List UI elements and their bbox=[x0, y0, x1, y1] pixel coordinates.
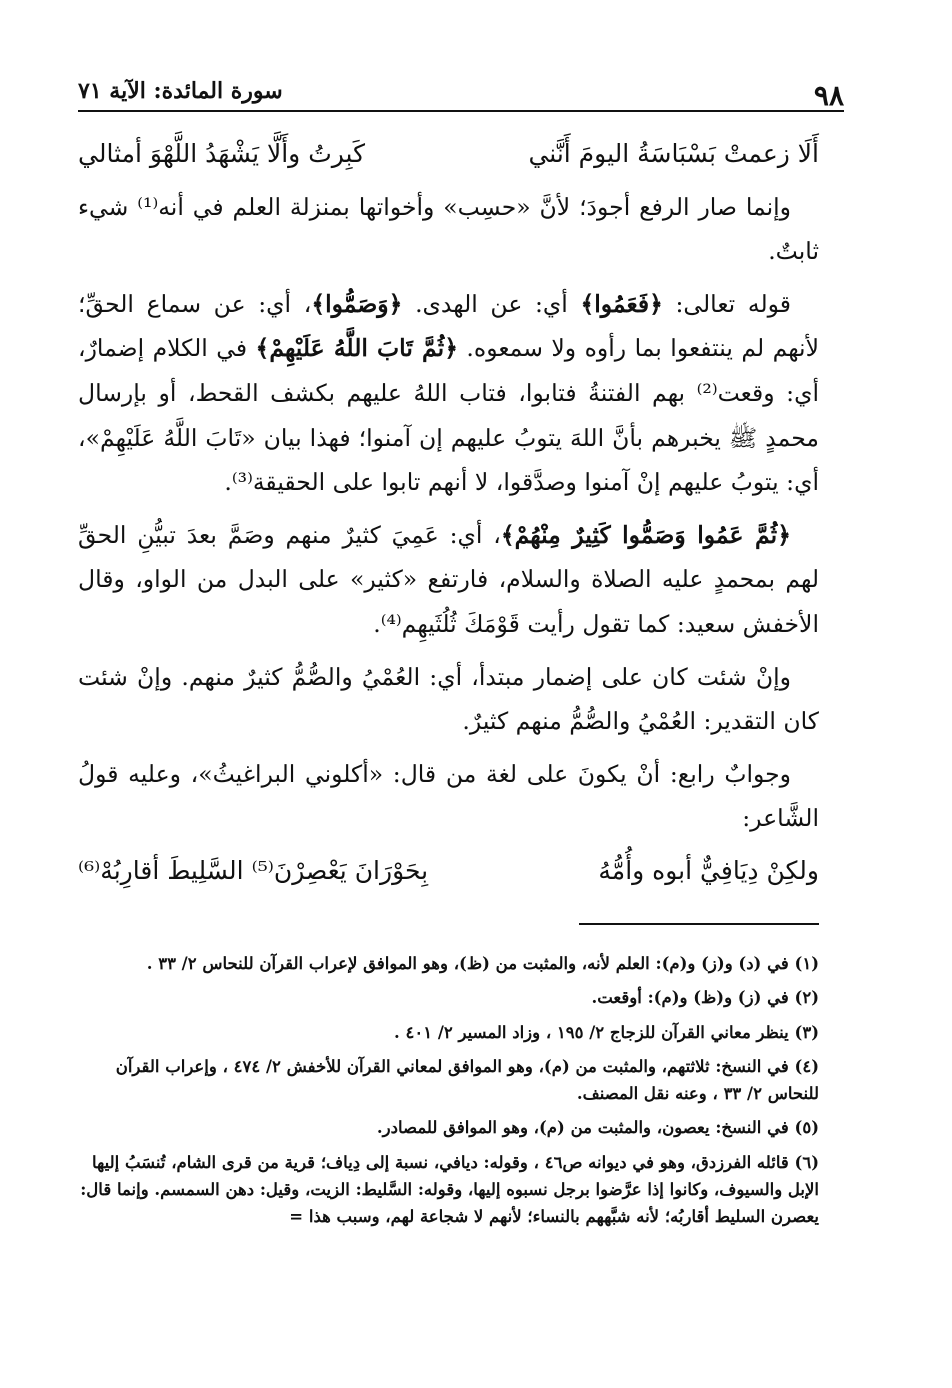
footnote-3: (٣) ينظر معاني القرآن للزجاج ٢/ ١٩٥ ، وزاد المسير ٢/ ٤٠١ . bbox=[394, 1022, 819, 1042]
quran-quote-1: ﴿فَعَمُوا﴾ bbox=[580, 289, 663, 318]
verse-2-first-hemistich: ولكِنْ دِيَافِيٌّ أبوه وأُمُّهُ bbox=[598, 855, 819, 885]
footnote-5: (٥) في النسخ: يعصون، والمثبت من (م)، وهو الموافق للمصادر. bbox=[376, 1118, 819, 1138]
quran-quote-3: ﴿ثُمَّ تَابَ اللَّهُ عَلَيْهِمْ﴾ bbox=[255, 334, 458, 363]
paragraph-2-text-4: في الكلام إضمارٌ، أي: وقعت⁽²⁾ بهم الفتنةُ فتابوا، فتاب اللهُ عليهم بكشف القحط، أو بإرسال محمدٍ ﷺ يخبرهم بأنَّ اللهَ يتوبُ عليهم إن آمنوا؛ فهذا بيان «تَابَ اللَّهُ عَلَيْهِمْ»، أي: يتوبُ عليهم إنْ آمنوا وصدَّقوا، لا أنهم تابوا على الحقيقة⁽³⁾. bbox=[78, 334, 819, 497]
main-text bbox=[78, 132, 819, 902]
paragraph-1: وإنما صار الرفع أجودَ؛ لأنَّ «حسِب» وأخواتها بمنزلة العلم في أنه⁽¹⁾ شيء ثابتٌ. bbox=[78, 192, 819, 266]
page-header bbox=[78, 70, 844, 112]
paragraph-3-text-1: ، أي: عَمِيَ كثيرٌ منهم وصَمَّ بعدَ تبيُّنِ الحقِّ لهم بمحمدٍ عليه الصلاة والسلام، فارتفع «كثير» على البدل من الواو، وقال الأخفش سعيد: كما تقول رأيت قَوْمَكَ ثُلُثَيهِم⁽⁴⁾. bbox=[78, 520, 819, 638]
running-title: سورة المائدة: الآية ٧١ bbox=[78, 78, 283, 104]
paragraph-4: وإنْ شئت كان على إضمار مبتدأ، أي: العُمْيُ والصُّمُّ كثيرٌ منهم. وإنْ شئت كان التقدير: العُمْيُ والصُّمُّ منهم كثيرٌ. bbox=[78, 662, 819, 736]
footnote-separator bbox=[579, 923, 819, 925]
page-number: ٩٨ bbox=[813, 79, 844, 112]
paragraph-5: وجوابٌ رابع: أنْ يكونَ على لغة من قال: «أكلوني البراغيثُ»، وعليه قولُ الشَّاعر: bbox=[78, 759, 819, 833]
verse-1-first-hemistich: أَلَا زعمتْ بَسْبَاسَةُ اليومَ أَنَّني bbox=[528, 139, 819, 168]
footnote-2: (٢) في (ز) و(ظ) و(م): أوقعت. bbox=[591, 988, 819, 1008]
paragraph-3 bbox=[78, 513, 819, 647]
paragraph-2-text-3: ، أي: عن سماع الحقِّ؛ لأنهم لم ينتفعوا بما رأوه ولا سمعوه. bbox=[78, 289, 819, 363]
quran-quote-2: ﴿وَصَمُّوا﴾ bbox=[311, 289, 403, 318]
footnote-4: (٤) في النسخ: ثلاثتهم، والمثبت من (م)، وهو الموافق لمعاني القرآن للأخفش ٢/ ٤٧٤ ، وإعراب القرآن للنحاس ٢/ ٣٣ ، وعنه نقل المصنف. bbox=[115, 1056, 819, 1104]
footnotes bbox=[78, 950, 819, 1238]
paragraph-2-text-1: قوله تعالى: bbox=[662, 289, 791, 318]
poetry-verse-2 bbox=[78, 849, 819, 894]
verse-2-second-hemistich: بِحَوْرَانَ يَعْصِرْنَ⁽⁵⁾ السَّلِيطَ أقارِبُهْ⁽⁶⁾ bbox=[78, 855, 429, 885]
footnote-1: (١) في (د) و(ز) و(م): العلم لأنه، والمثبت من (ظ)، وهو الموافق لإعراب القرآن للنحاس ٢/ ٣٣ . bbox=[146, 954, 819, 973]
paragraph-2-text-2: أي: عن الهدى. bbox=[402, 289, 581, 318]
verse-1-second-hemistich: كَبِرتُ وأَلَّا يَشْهَدُ اللَّهْوَ أمثالي bbox=[78, 139, 365, 168]
quran-quote-4: ﴿ثُمَّ عَمُوا وَصَمُّوا كَثِيرٌ مِنْهُمْ﴾ bbox=[500, 520, 791, 549]
poetry-verse-1 bbox=[78, 132, 819, 177]
footnote-6: (٦) قائله الفرزدق، وهو في ديوانه ص٤٦ ، وقوله: ديافي، نسبة إلى دِياف؛ قرية من قرى الشام، تُنسَبُ إليها الإبل والسيوف، وكانوا إذا عرَّضوا برجل نسبوه إليها، وقوله: السَّليط: الزيت، وقيل: دهن السمسم. وإنما قال: يعصرن السليط أقاربُه؛ لأنه شبَّههم بالنساء؛ لأنهم لا شجاعة لهم، وسبب هذا = bbox=[80, 1152, 819, 1227]
paragraph-2 bbox=[78, 282, 819, 505]
